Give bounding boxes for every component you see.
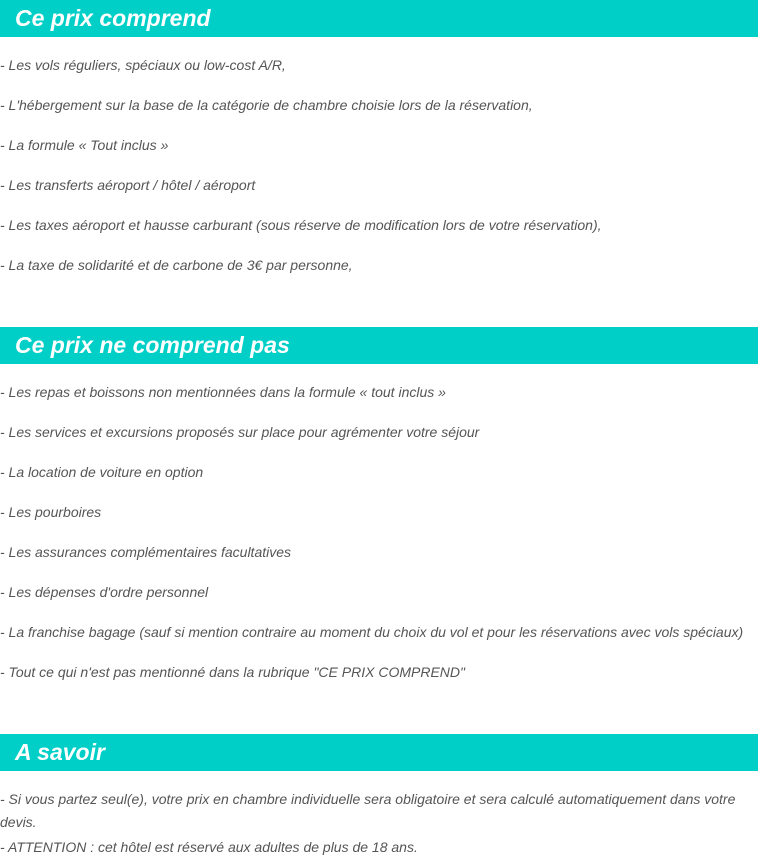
section-header-included: [0, 0, 758, 37]
list-item: - L'hébergement sur la base de la catégorie de chambre choisie lors de la réservation,: [0, 97, 533, 113]
list-item: - Les services et excursions proposés sur place pour agrémenter votre séjour: [0, 424, 480, 440]
list-item: - Les repas et boissons non mentionnées dans la formule « tout inclus »: [0, 384, 446, 400]
list-item: - Les pourboires: [0, 504, 102, 520]
section-header-good-to-know: [0, 734, 758, 771]
section-title: Ce prix comprend: [15, 5, 211, 31]
list-item: - Tout ce qui n'est pas mentionné dans la rubrique "CE PRIX COMPREND": [0, 664, 465, 680]
list-item: - La taxe de solidarité et de carbone de 3€ par personne,: [0, 257, 353, 273]
list-item: - La formule « Tout inclus »: [0, 137, 169, 153]
list-item: - Les assurances complémentaires facultatives: [0, 544, 292, 560]
list-item: - Les transferts aéroport / hôtel / aéroport: [0, 177, 256, 193]
list-item: - La location de voiture en option: [0, 464, 204, 480]
section-title: A savoir: [15, 739, 105, 765]
list-item: - Les dépenses d'ordre personnel: [0, 584, 209, 600]
list-item: - Les taxes aéroport et hausse carburant (sous réserve de modification lors de votre réservation),: [0, 217, 602, 233]
list-item: - Les vols réguliers, spéciaux ou low-cost A/R,: [0, 57, 286, 73]
list-item: - ATTENTION : cet hôtel est réservé aux adultes de plus de 18 ans.: [0, 839, 418, 855]
list-item: - La franchise bagage (sauf si mention contraire au moment du choix du vol et pour les réservations avec vols spéciaux): [0, 624, 744, 640]
section-title: Ce prix ne comprend pas: [15, 332, 290, 358]
section-header-not-included: [0, 327, 758, 364]
list-item: - Si vous partez seul(e), votre prix en chambre individuelle sera obligatoire et sera calculé automatiquement dans votre devis.: [0, 791, 736, 830]
